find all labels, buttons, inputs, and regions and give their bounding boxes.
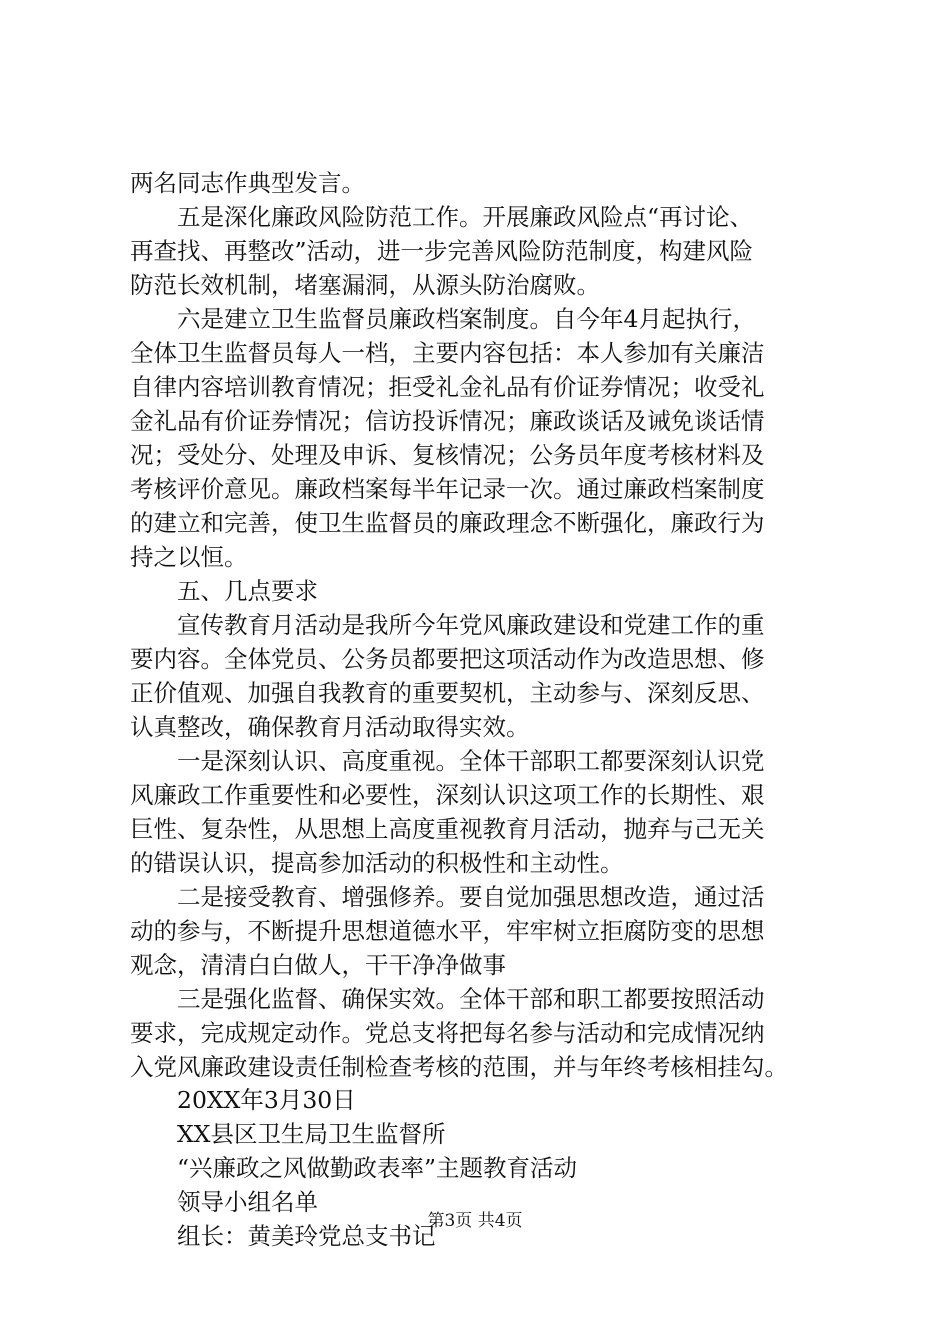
group-leader: 组长：黄美玲党总支书记 [177, 1222, 436, 1250]
paragraph-line: 二是接受教育、增强修养。要自觉加强思想改造，通过活 [177, 883, 765, 911]
paragraph-line: 持之以恒。 [130, 543, 248, 571]
paragraph-line: 的错误认识，提高参加活动的积极性和主动性。 [130, 849, 624, 877]
paragraph-line: 动的参与，不断提升思想道德水平，牢牢树立拒腐防变的思想 [130, 917, 765, 945]
paragraph-line: 巨性、复杂性，从思想上高度重视教育月活动，抛弃与己无关 [130, 815, 765, 843]
paragraph-line: 防范长效机制，堵塞漏洞，从源头防治腐败。 [130, 271, 600, 299]
paragraph-line: 宣传教育月活动是我所今年党风廉政建设和党建工作的重 [177, 611, 765, 639]
paragraph-line: 况；受处分、处理及申诉、复核情况；公务员年度考核材料及 [130, 441, 765, 469]
paragraph-line: 全体卫生监督员每人一档，主要内容包括：本人参加有关廉洁 [130, 339, 765, 367]
paragraph-line: 一是深刻认识、高度重视。全体干部职工都要深刻认识党 [177, 747, 765, 775]
paragraph-line: 入党风廉政建设责任制检查考核的范围，并与年终考核相挂勾。 [130, 1053, 788, 1081]
paragraph-line: 要内容。全体党员、公务员都要把这项活动作为改造思想、修 [130, 645, 765, 673]
paragraph-line: 认真整改，确保教育月活动取得实效。 [130, 713, 530, 741]
paragraph-line: 要求，完成规定动作。党总支将把每名参与活动和完成情况纳 [130, 1019, 765, 1047]
paragraph-line: 观念，清清白白做人，干干净净做事 [130, 951, 506, 979]
paragraph-line: 金礼品有价证券情况；信访投诉情况；廉政谈话及诫免谈话情 [130, 407, 765, 435]
paragraph-line: 考核评价意见。廉政档案每半年记录一次。通过廉政档案制度 [130, 475, 765, 503]
section-heading: 五、几点要求 [177, 577, 318, 605]
paragraph-line: 五是深化廉政风险防范工作。开展廉政风险点“再讨论、 [177, 203, 754, 231]
signature-date: 20XX年3月30日 [177, 1086, 356, 1114]
document-body [130, 166, 830, 1084]
paragraph-line: 再查找、再整改”活动，进一步完善风险防范制度，构建风险 [130, 237, 754, 265]
paragraph-line: 两名同志作典型发言。 [130, 169, 365, 197]
activity-title: “兴廉政之风做勤政表率”主题教育活动 [177, 1154, 578, 1182]
group-list-title: 领导小组名单 [177, 1188, 318, 1216]
page-footer: 第3页 共4页 [427, 1211, 523, 1231]
paragraph-line: 风廉政工作重要性和必要性，深刻认识这项工作的长期性、艰 [130, 781, 765, 809]
paragraph-line: 正价值观、加强自我教育的重要契机，主动参与、深刻反思、 [130, 679, 765, 707]
paragraph-line: 三是强化监督、确保实效。全体干部和职工都要按照活动 [177, 985, 765, 1013]
paragraph-line: 的建立和完善，使卫生监督员的廉政理念不断强化，廉政行为 [130, 509, 765, 537]
paragraph-line: 六是建立卫生监督员廉政档案制度。自今年4月起执行， [177, 305, 756, 333]
paragraph-line: 自律内容培训教育情况；拒受礼金礼品有价证券情况；收受礼 [130, 373, 765, 401]
signature-organization: XX县区卫生局卫生监督所 [177, 1120, 446, 1148]
